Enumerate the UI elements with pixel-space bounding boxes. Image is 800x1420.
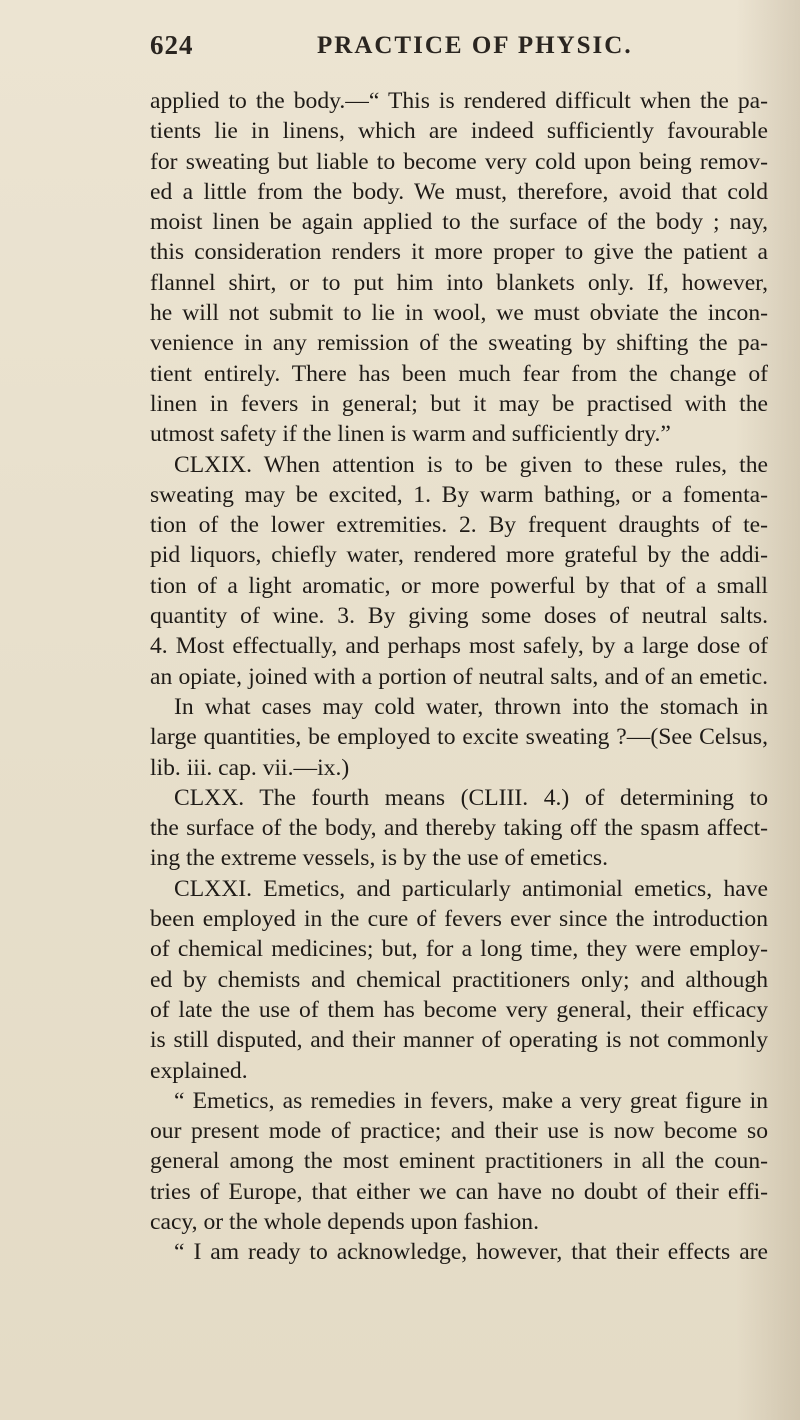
text-line: an opiate, joined with a portion of neutral salts, and of an emetic. (150, 663, 768, 690)
text-line: applied to the body.—“ This is rendered difficult when the pa- (150, 88, 768, 114)
text-line: explained. (150, 1057, 248, 1084)
text-line: cacy, or the whole depends upon fashion. (150, 1208, 539, 1235)
text-line: CLXXI. Emetics, and particularly antimonial emetics, have (174, 875, 768, 902)
body-text (150, 86, 768, 1268)
text-line: lib. iii. cap. vii.—ix.) (150, 754, 350, 781)
text-line: tion of the lower extremities. 2. By frequent draughts of te- (150, 512, 768, 539)
text-line: the surface of the body, and thereby taking off the spasm affect- (150, 815, 768, 842)
text-line: tient entirely. There has been much fear from the change of (150, 360, 768, 387)
text-line: linen in fevers in general; but it may be practised with the (150, 390, 768, 417)
text-line: utmost safety if the linen is warm and sufficiently dry.” (150, 421, 671, 448)
text-line: In what cases may cold water, thrown into the stomach in (174, 693, 768, 720)
page-number: 624 (150, 30, 194, 60)
text-line: “ Emetics, as remedies in fevers, make a very great figure in (174, 1087, 768, 1114)
text-line: “ I am ready to acknowledge, however, that their effects are (174, 1239, 768, 1266)
text-line: tries of Europe, that either we can have no doubt of their effi- (150, 1178, 768, 1205)
running-head: PRACTICE OF PHYSIC. (317, 32, 633, 59)
text-line: CLXIX. When attention is to be given to these rules, the (174, 451, 768, 478)
page-header (150, 30, 770, 70)
text-line: large quantities, be employed to excite sweating ?—(See Celsus, (150, 724, 768, 751)
text-line: this consideration renders it more proper to give the patient a (150, 239, 768, 266)
text-line: sweating may be excited, 1. By warm bathing, or a fomenta- (150, 481, 768, 508)
text-line: 4. Most effectually, and perhaps most safely, by a large dose of (150, 633, 768, 660)
text-line: venience in any remission of the sweating by shifting the pa- (150, 330, 768, 357)
text-line: been employed in the cure of fevers ever since the introduction (150, 906, 768, 933)
text-line: of late the use of them has become very general, their efficacy (150, 996, 768, 1023)
text-line: our present mode of practice; and their use is now become so (150, 1118, 768, 1145)
text-line: ing the extreme vessels, is by the use of emetics. (150, 845, 608, 872)
text-line: quantity of wine. 3. By giving some doses of neutral salts. (150, 603, 768, 630)
text-line: moist linen be again applied to the surface of the body ; nay, (150, 209, 768, 236)
text-line: ed by chemists and chemical practitioners only; and although (150, 966, 768, 993)
text-line: is still disputed, and their manner of operating is not commonly (150, 1027, 768, 1054)
text-line: tion of a light aromatic, or more powerful by that of a small (150, 572, 768, 599)
text-line: general among the most eminent practitioners in all the coun- (150, 1148, 768, 1175)
text-line: of chemical medicines; but, for a long time, they were employ- (150, 936, 768, 963)
text-line: for sweating but liable to become very cold upon being remov- (150, 148, 768, 175)
text-line: pid liquors, chiefly water, rendered more grateful by the addi- (150, 542, 768, 569)
text-line: ed a little from the body. We must, therefore, avoid that cold (150, 178, 768, 205)
text-line: flannel shirt, or to put him into blankets only. If, however, (150, 269, 768, 296)
text-line: CLXX. The fourth means (CLIII. 4.) of determining to (174, 784, 768, 811)
text-line: tients lie in linens, which are indeed sufficiently favourable (150, 118, 768, 145)
text-line: he will not submit to lie in wool, we must obviate the incon- (150, 300, 768, 327)
